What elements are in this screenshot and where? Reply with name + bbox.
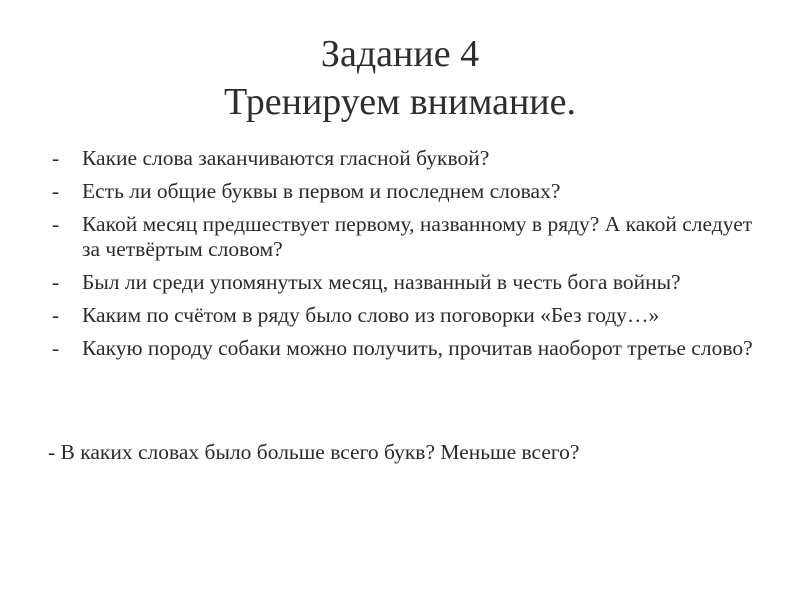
list-item: [52, 179, 772, 204]
bullet-dash: -: [52, 303, 60, 327]
list-item-text: Какой месяц предшествует первому, названному в ряду? А какой следует за четвёртым словом?: [82, 212, 753, 261]
list-item-text: Каким по счётом в ряду было слово из поговорки «Без году…»: [82, 303, 660, 327]
list-item: [52, 146, 772, 171]
title-line-2: Тренируем внимание.: [223, 81, 577, 123]
list-item: [52, 336, 772, 361]
bullet-dash: -: [52, 179, 60, 203]
list-item: [52, 303, 772, 328]
list-item: [52, 212, 772, 262]
list-item-text: Какую породу собаки можно получить, прочитав наоборот третье слово?: [82, 336, 753, 360]
question-list: [52, 146, 772, 369]
list-item-text: Есть ли общие буквы в первом и последнем словах?: [82, 179, 561, 203]
final-question: - В каких словах было больше всего букв? Меньше всего?: [48, 440, 580, 464]
list-item-text: Был ли среди упомянутых месяц, названный в честь бога войны?: [82, 270, 681, 294]
bullet-dash: -: [52, 270, 60, 294]
slide-title: [0, 30, 800, 126]
list-item: [52, 270, 772, 295]
bullet-dash: -: [52, 212, 60, 236]
title-line-1: Задание 4: [320, 33, 480, 75]
bullet-dash: -: [52, 336, 60, 360]
bullet-dash: -: [52, 146, 60, 170]
list-item-text: Какие слова заканчиваются гласной буквой?: [82, 146, 490, 170]
